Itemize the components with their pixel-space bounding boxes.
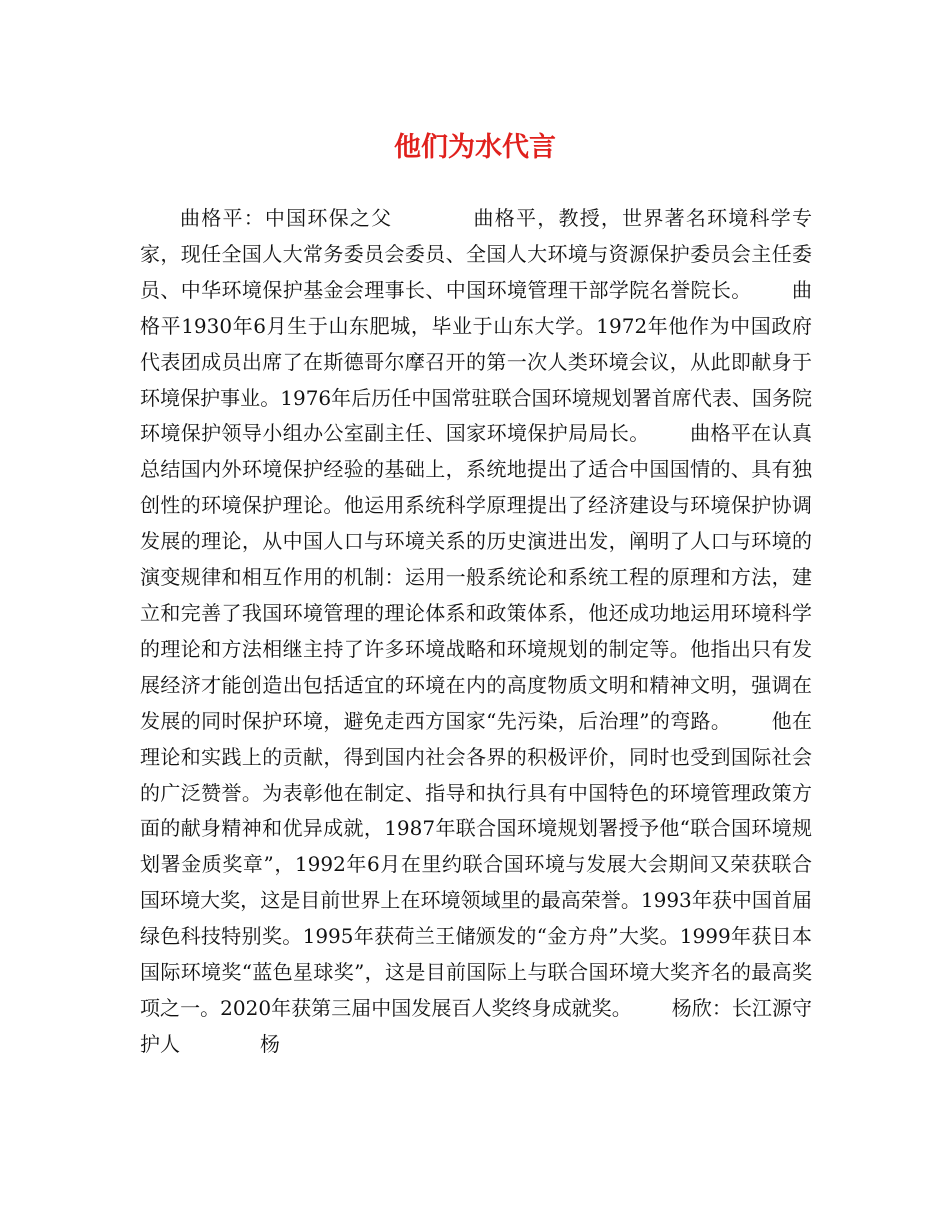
body-paragraph [140,201,812,1063]
text-segment: 曲格平在认真总结国内外环境保护经验的基础上，系统地提出了适合中国国情的、具有独创性的环境保护理论。他运用系统科学原理提出了经济建设与环境保护协调发展的理论，从中国人口与环境关系的历史演进出发，阐明了人口与环境的演变规律和相互作用的机制：运用一般系统论和系统工程的原理和方法，建立和完善了我国环境管理的理论体系和政策体系，他还成功地运用环境科学的理论和方法相继主持了许多环境战略和环境规划的制定等。他指出只有发展经济才能创造出包括适宜的环境在内的高度物质文明和精神文明，强调在发展的同时保护环境，避免走西方国家“先污染，后治理”的弯路。 [140,421,813,733]
text-segment: 曲格平，教授，世界著名环境科学专家，现任全国人大常务委员会委员、全国人大环境与资源保护委员会主任委员、中华环境保护基金会理事长、中国环境管理干部学院名誉院长。 [140,206,813,302]
document-title: 他们为水代言 [394,132,556,163]
text-segment: 曲格平1930年6月生于山东肥城，毕业于山东大学。1972年他作为中国政府代表团成员出席了在斯德哥尔摩召开的第一次人类环境会议，从此即献身于环境保护事业。1976年后历任中国常驻联合国环境规划署首席代表、国务院环境保护领导小组办公室副主任、国家环境保护局局长。 [140,277,813,446]
section-heading-qu-geping: 曲格平：中国环保之父 [180,206,393,230]
section-heading-yang-xin: 杨欣：长江源守护人 [140,995,813,1056]
text-segment: 杨 [260,1031,280,1056]
text-segment: 他在理论和实践上的贡献，得到国内社会各界的积极评价，同时也受到国际社会的广泛赞誉。为表彰他在制定、指导和执行具有中国特色的环境管理政策方面的献身精神和优异成就，1987年联合国环境规划署授予他“联合国环境规划署金质奖章”，1992年6月在里约联合国环境与发展大会期间又荣获联合国环境大奖，这是目前世界上在环境领域里的最高荣誉。1993年获中国首届绿色科技特别奖。1995年获荷兰王储颁发的“金方舟”大奖。1999年获日本国际环境奖“蓝色星球奖”，这是目前国际上与联合国环境大奖齐名的最高奖项之一。2020年获第三届中国发展百人奖终身成就奖。 [140,708,813,1020]
